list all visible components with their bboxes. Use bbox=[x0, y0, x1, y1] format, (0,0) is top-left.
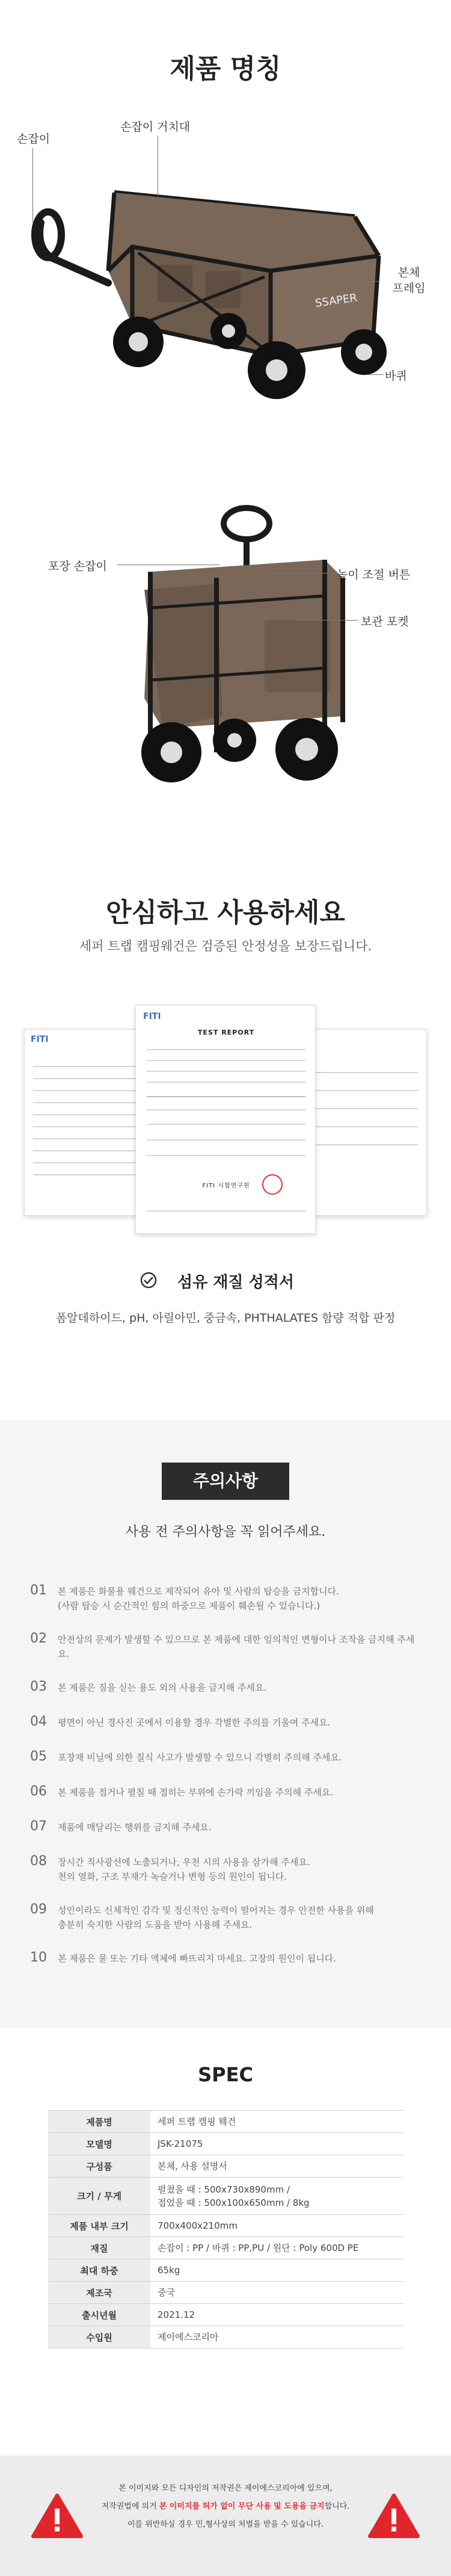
label-wheel: 바퀴 bbox=[385, 370, 407, 383]
caution-item-number: 07 bbox=[30, 1819, 47, 1834]
spec-key: 최대 하중 bbox=[48, 2259, 150, 2282]
doc-lab-name: FITI 시험연구원 bbox=[202, 1183, 250, 1189]
spec-key: 구성품 bbox=[48, 2155, 150, 2178]
spec-value: 세퍼 트랩 캠핑 웨건 bbox=[150, 2111, 403, 2133]
spec-key: 크기 / 무게 bbox=[48, 2178, 150, 2215]
product-names-section bbox=[0, 0, 451, 855]
caution-item-text: 평면이 아닌 경사진 곳에서 이용할 경우 각별한 주의를 기울여 주세요. bbox=[58, 1717, 331, 1728]
spec-key: 제품 내부 크기 bbox=[48, 2215, 150, 2237]
copyright-line-2 bbox=[90, 2498, 361, 2516]
caution-item-text: 제품에 매달리는 행위를 금지해 주세요. bbox=[58, 1822, 212, 1833]
caution-section bbox=[0, 1420, 451, 2028]
leader-line-wheel bbox=[367, 374, 384, 375]
label-pack-handle: 포장 손잡이 bbox=[48, 560, 107, 573]
leader-line-handle bbox=[32, 148, 33, 223]
label-handle-holder: 손잡이 거치대 bbox=[120, 120, 191, 134]
copyright-text bbox=[90, 2480, 361, 2534]
safety-subtitle: 세퍼 트랩 캠핑웨건은 검증된 안정성을 보장드립니다. bbox=[79, 939, 372, 953]
caution-item-text: 안전상의 문제가 발생할 수 있으므로 본 제품에 대한 임의적인 변형이나 조작을 금지해 주세요. bbox=[58, 1634, 415, 1659]
label-handle: 손잡이 bbox=[17, 132, 51, 146]
doc-logo-left: FITI bbox=[31, 1035, 49, 1044]
label-body-frame: 본체 프레임 bbox=[392, 266, 426, 295]
cert-heading: 섬유 재질 성적서 bbox=[177, 1274, 294, 1292]
spec-section bbox=[0, 2028, 451, 2576]
leader-line-body-frame bbox=[340, 281, 379, 282]
doc-seal bbox=[262, 1174, 283, 1195]
spec-value: 제이에스코리아 bbox=[150, 2326, 403, 2348]
caution-item-number: 04 bbox=[30, 1714, 47, 1729]
spec-value: 손잡이 : PP / 바퀴 : PP,PU / 원단 : Poly 600D PE bbox=[150, 2237, 403, 2259]
spec-table bbox=[48, 2110, 403, 2348]
test-report-doc-center bbox=[135, 1005, 316, 1234]
caution-item-number: 06 bbox=[30, 1784, 47, 1799]
spec-value: 2021.12 bbox=[150, 2304, 403, 2326]
cert-items: 폼알데하이드, pH, 아릴아민, 중금속, PHTHALATES 함량 적합 판정 bbox=[55, 1311, 396, 1325]
spec-row bbox=[48, 2133, 403, 2155]
product-names-title: 제품 명칭 bbox=[170, 54, 281, 84]
doc-report-title: TEST REPORT bbox=[197, 1029, 255, 1036]
spec-row bbox=[48, 2111, 403, 2133]
spec-key: 모델명 bbox=[48, 2133, 150, 2155]
caution-item-number: 09 bbox=[30, 1902, 47, 1917]
spec-row bbox=[48, 2178, 403, 2215]
spec-row bbox=[48, 2237, 403, 2259]
caution-item-number: 02 bbox=[30, 1631, 47, 1646]
warning-triangle-icon bbox=[30, 2492, 84, 2540]
caution-item-text: 성인이라도 신체적인 감각 및 정신적인 능력이 떨어지는 경우 안전한 사용을 위해 충분히 숙지한 사람의 도움을 받아 사용해 주세요. bbox=[58, 1905, 374, 1930]
caution-subtitle: 사용 전 주의사항을 꼭 읽어주세요. bbox=[125, 1525, 326, 1540]
copyright-line-2-warning: 본 이미지를 허가 없이 무단 사용 및 도용을 금지 bbox=[159, 2502, 325, 2511]
wagon-folded-image bbox=[126, 500, 367, 800]
spec-value: 65kg bbox=[150, 2259, 403, 2282]
spec-row bbox=[48, 2304, 403, 2326]
copyright-line-1: 본 이미지와 모든 디자인의 저작권은 제이에스코리아에 있으며, bbox=[118, 2484, 333, 2493]
caution-item-text: 장시간 직사광선에 노출되거나, 우천 시의 사용을 삼가해 주세요. 천의 열화, 구조 부재가 녹슬거나 변형 등의 원인이 됩니다. bbox=[58, 1857, 310, 1882]
caution-item-text: 본 제품은 짐을 싣는 용도 외의 사용을 금지해 주세요. bbox=[58, 1682, 267, 1693]
leader-line-storage-pocket bbox=[298, 620, 358, 621]
spec-key: 제조국 bbox=[48, 2282, 150, 2304]
spec-row bbox=[48, 2155, 403, 2178]
label-storage-pocket: 보관 포켓 bbox=[361, 615, 409, 628]
caution-badge: 주의사항 bbox=[162, 1463, 289, 1500]
spec-row bbox=[48, 2326, 403, 2348]
spec-key: 수입원 bbox=[48, 2326, 150, 2348]
caution-item-text: 본 제품은 화물용 웨건으로 제작되어 유아 및 사람의 탑승을 금지합니다. (사람 탑승 시 순간적인 힘의 하중으로 제품이 훼손될 수 있습니다.) bbox=[58, 1586, 339, 1611]
caution-item-number: 10 bbox=[30, 1950, 47, 1965]
copyright-line-2-start: 저작권법에 의거 bbox=[101, 2502, 159, 2511]
spec-row bbox=[48, 2259, 403, 2282]
copyright-notice bbox=[0, 2456, 451, 2576]
spec-value: 본체, 사용 설명서 bbox=[150, 2155, 403, 2178]
spec-key: 재질 bbox=[48, 2237, 150, 2259]
leader-line-height-button bbox=[274, 573, 334, 574]
spec-value: JSK-21075 bbox=[150, 2133, 403, 2155]
warning-triangle-icon bbox=[367, 2492, 421, 2540]
wagon-open-image bbox=[18, 150, 403, 415]
spec-key: 제품명 bbox=[48, 2111, 150, 2133]
copyright-line-3: 이를 위반하실 경우 민,형사상의 처벌을 받을 수 있습니다. bbox=[127, 2520, 324, 2529]
caution-item-number: 08 bbox=[30, 1854, 47, 1869]
doc-logo-center: FITI bbox=[143, 1012, 161, 1021]
test-report-documents bbox=[24, 1005, 427, 1234]
spec-title: SPEC bbox=[198, 2063, 253, 2086]
caution-item-text: 포장재 비닐에 의한 질식 사고가 발생할 수 있으니 각별히 주의해 주세요. bbox=[58, 1752, 342, 1763]
brand-print: SSAPER bbox=[314, 291, 358, 310]
spec-value: 펼쳤을 때 : 500x730x890mm / 접었을 때 : 500x100x650mm / 8kg bbox=[150, 2178, 403, 2215]
caution-item-number: 05 bbox=[30, 1749, 47, 1764]
spec-value: 중국 bbox=[150, 2282, 403, 2304]
spec-key: 출시년월 bbox=[48, 2304, 150, 2326]
copyright-line-2-end: 합니다. bbox=[324, 2502, 350, 2511]
caution-item-number: 01 bbox=[30, 1583, 47, 1598]
spec-row bbox=[48, 2282, 403, 2304]
safety-section bbox=[0, 855, 451, 1420]
caution-item-number: 03 bbox=[30, 1679, 47, 1694]
spec-row bbox=[48, 2215, 403, 2237]
spec-value: 700x400x210mm bbox=[150, 2215, 403, 2237]
label-height-button: 높이 조절 버튼 bbox=[337, 568, 411, 581]
caution-item-text: 본 제품은 물 또는 기타 액체에 빠뜨리지 마세요. 고장의 원인이 됩니다. bbox=[58, 1953, 336, 1964]
safety-title: 안심하고 사용하세요 bbox=[106, 897, 345, 928]
caution-item-text: 본 제품을 접거나 펼칠 때 접히는 부위에 손가락 끼임을 주의해 주세요. bbox=[58, 1787, 334, 1798]
